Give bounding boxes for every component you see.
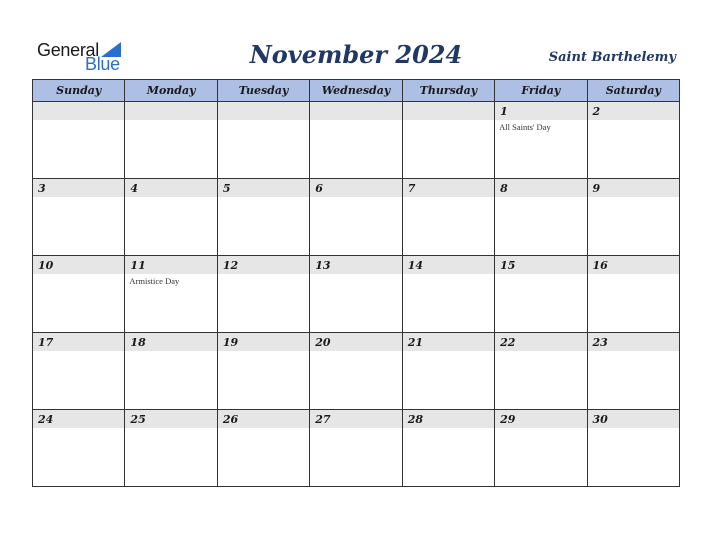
week-row: [33, 102, 680, 179]
day-number: 9: [592, 182, 601, 195]
day-number-bar: [125, 256, 216, 274]
day-number-bar: [310, 333, 401, 351]
day-number-bar: [125, 333, 216, 351]
day-cell: [217, 410, 309, 487]
weekday-header: Saturday: [587, 80, 679, 102]
week-row: [33, 333, 680, 410]
day-cell: [310, 333, 402, 410]
day-number-bar: [495, 102, 586, 120]
day-number-bar: [125, 179, 216, 197]
day-number: 16: [592, 259, 608, 272]
day-cell: [587, 179, 679, 256]
day-number-bar: [218, 179, 309, 197]
day-number: 14: [407, 259, 423, 272]
day-cell: [217, 179, 309, 256]
day-cell: [33, 410, 125, 487]
weekday-header: Thursday: [402, 80, 494, 102]
country-label: Saint Barthelemy: [548, 50, 676, 65]
day-number: 29: [500, 413, 516, 426]
day-number: 19: [222, 336, 239, 349]
day-cell: [33, 102, 125, 179]
day-number: 8: [500, 182, 508, 195]
day-number-bar: [33, 102, 124, 120]
day-number-bar: [310, 179, 401, 197]
day-cell: [33, 179, 125, 256]
day-cell: [310, 410, 402, 487]
calendar-grid: [32, 79, 680, 487]
day-number-bar: [495, 410, 586, 428]
day-number-bar: [125, 102, 216, 120]
day-cell: [310, 102, 402, 179]
day-number: 10: [38, 259, 54, 272]
day-number: [310, 102, 401, 105]
day-number: 3: [38, 182, 46, 195]
day-cell: [495, 333, 587, 410]
holiday-label: All Saints' Day: [499, 122, 551, 132]
day-cell: [495, 410, 587, 487]
day-number: 22: [500, 336, 516, 349]
day-number: 25: [130, 413, 146, 426]
day-cell: [402, 410, 494, 487]
page-title: November 2024: [249, 40, 463, 69]
day-number: 6: [315, 182, 323, 195]
day-number-bar: [218, 410, 309, 428]
weekday-header: Friday: [495, 80, 587, 102]
weekday-header-row: [33, 80, 680, 102]
day-number-bar: [33, 179, 124, 197]
day-number: 15: [500, 259, 516, 272]
day-number-bar: [218, 256, 309, 274]
day-number-bar: [588, 333, 679, 351]
day-number-bar: [588, 102, 679, 120]
day-number: 26: [222, 413, 239, 426]
logo-text-general: General: [37, 40, 99, 60]
day-number-bar: [310, 256, 401, 274]
day-number: [33, 102, 124, 105]
day-number-bar: [218, 333, 309, 351]
day-number-bar: [33, 333, 124, 351]
day-cell: [587, 410, 679, 487]
day-number: 2: [592, 105, 601, 118]
day-number-bar: [403, 256, 494, 274]
day-cell: [402, 256, 494, 333]
day-number: 1: [500, 105, 508, 118]
day-number: 24: [38, 413, 54, 426]
day-number: 12: [222, 259, 239, 272]
weekday-header: Wednesday: [310, 80, 402, 102]
day-number: [125, 102, 216, 105]
day-number-bar: [218, 102, 309, 120]
day-number-bar: [33, 256, 124, 274]
day-number-bar: [403, 410, 494, 428]
day-cell: [217, 333, 309, 410]
day-cell: [310, 256, 402, 333]
logo-text-blue: Blue: [85, 54, 120, 74]
day-cell: [587, 256, 679, 333]
day-number-bar: [588, 256, 679, 274]
day-cell: [587, 102, 679, 179]
day-number-bar: [495, 179, 586, 197]
day-cell: [495, 256, 587, 333]
holiday-label: Armistice Day: [129, 276, 180, 286]
day-number-bar: [588, 179, 679, 197]
day-number: 4: [130, 182, 139, 195]
week-row: [33, 410, 680, 487]
day-number: 11: [130, 259, 146, 272]
day-number: 30: [592, 413, 608, 426]
day-number: 13: [315, 259, 331, 272]
day-number-bar: [403, 102, 494, 120]
weekday-header: Sunday: [33, 80, 125, 102]
day-number-bar: [495, 333, 586, 351]
day-number: [403, 102, 494, 105]
day-number: 28: [407, 413, 423, 426]
day-cell: [587, 333, 679, 410]
day-cell: [495, 179, 587, 256]
weekday-header: Tuesday: [217, 80, 309, 102]
day-number: 23: [592, 336, 608, 349]
day-number-bar: [310, 410, 401, 428]
day-number: 5: [222, 182, 231, 195]
day-number-bar: [310, 102, 401, 120]
week-row: [33, 179, 680, 256]
day-cell: [125, 410, 217, 487]
day-number: 20: [315, 336, 331, 349]
day-cell: [402, 102, 494, 179]
day-number: [218, 102, 309, 105]
day-number: 21: [407, 336, 423, 349]
day-cell: [125, 179, 217, 256]
day-number: 17: [38, 336, 54, 349]
day-cell: [125, 256, 217, 333]
week-row: [33, 256, 680, 333]
day-number-bar: [403, 333, 494, 351]
day-number-bar: [33, 410, 124, 428]
day-number: 27: [315, 413, 331, 426]
day-cell: [495, 102, 587, 179]
day-number: 7: [407, 182, 416, 195]
day-cell: [402, 333, 494, 410]
weekday-header: Monday: [125, 80, 217, 102]
day-cell: [217, 256, 309, 333]
day-number-bar: [495, 256, 586, 274]
day-cell: [33, 256, 125, 333]
day-cell: [310, 179, 402, 256]
day-cell: [217, 102, 309, 179]
day-number: 18: [130, 336, 146, 349]
day-cell: [125, 102, 217, 179]
day-number-bar: [403, 179, 494, 197]
day-cell: [125, 333, 217, 410]
day-number-bar: [588, 410, 679, 428]
day-cell: [33, 333, 125, 410]
day-number-bar: [125, 410, 216, 428]
day-cell: [402, 179, 494, 256]
